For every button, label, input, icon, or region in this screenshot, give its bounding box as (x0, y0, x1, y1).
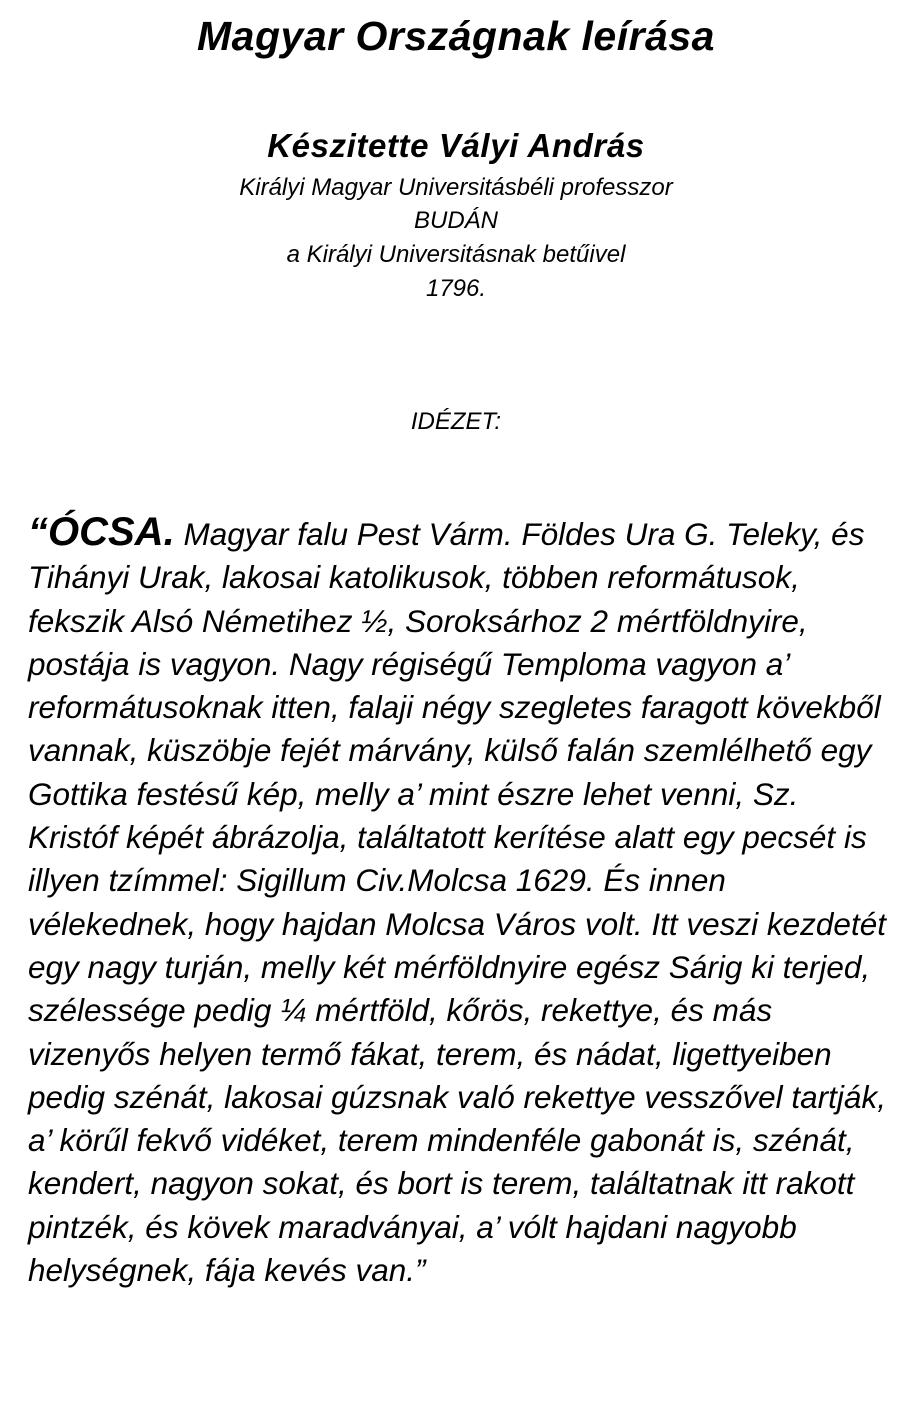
quote-label: IDÉZET: (410, 408, 502, 435)
document-title: Magyar Országnak leírása (197, 13, 715, 59)
subtitle-year: 1796. (425, 275, 487, 302)
subtitle-place: BUDÁN (413, 207, 498, 234)
subtitle-professor: Királyi Magyar Universitásbéli professzor (239, 174, 673, 201)
quote-lead: “ÓCSA. (28, 510, 175, 554)
quote-body: Magyar falu Pest Várm. Földes Ura G. Teleky, és Tihányi Urak, lakosai katolikusok, többen reformátusok, fekszik Alsó Németihez ½, Soroksárhoz 2 mértföldnyire, postája is vagyon. Nagy régiségű Temploma vagyon a’ reformátusoknak itten, falaji négy szegletes faragott kövekből vannak, küszöbje fejét márvány, külső falán szemlélhető egy Gottika festésű kép, melly a’ mint észre lehet venni, Sz. Kristóf képét ábrázolja, találtatott kerítése alatt egy pecsét is illyen tzímmel: Sigillum Civ.Molcsa 1629. És innen vélekednek, hogy hajdan Molcsa Város volt. Itt veszi kezdetét egy nagy turján, melly két mérföldnyire egész Sárig ki terjed, szélessége pedig ¼ mértföld, kőrös, rekettye, és más vizenyős helyen termő fákat, terem, és nádat, ligettyeiben pedig szénát, lakosai gúzsnak való rekettye vesszővel tartják, a’ körűl fekvő vidéket, terem mindenféle gabonát is, szénát, kendert, nagyon sokat, és bort is terem, találtatnak itt rakott pintzék, és kövek maradványai, a’ vólt hajdani nagyobb helységnek, fája kevés van.” (28, 516, 886, 1289)
author-line: Készitette Vályi András (267, 127, 645, 164)
quote-paragraph (28, 511, 888, 1292)
subtitle-printer: a Királyi Universitásnak betűivel (286, 241, 626, 268)
